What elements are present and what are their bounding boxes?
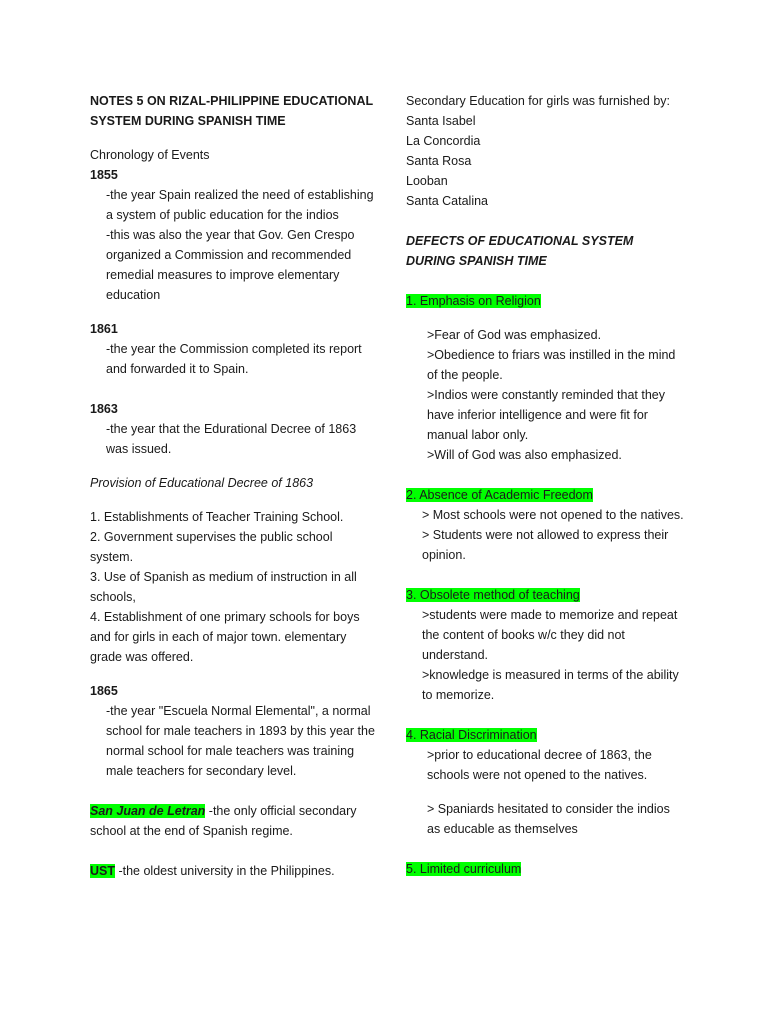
defect-1-title: 1. Emphasis on Religion (406, 294, 541, 308)
letran-name: San Juan de Letran (90, 804, 206, 818)
provision-item: 1. Establishments of Teacher Training School. (90, 510, 344, 524)
ust-paragraph (90, 861, 375, 881)
year-1861-note: -the year the Commission completed its report and forwarded it to Spain. (106, 342, 362, 376)
provision-heading: Provision of Educational Decree of 1863 (90, 476, 314, 490)
year-1855-note-a: -the year Spain realized the need of establishing a system of public education for the indios (106, 188, 374, 222)
provision-item: 2. Government supervises the public school system. (90, 530, 333, 564)
year-1863: 1863 (90, 402, 118, 416)
year-1861: 1861 (90, 322, 118, 336)
secondary-heading: Secondary Education for girls was furnished by: (406, 94, 671, 108)
defect-2-line: > Most schools were not opened to the natives. (422, 508, 684, 522)
year-1865-note: -the year "Escuela Normal Elemental", a normal school for male teachers in 1893 by this year the normal school for male teachers was training male teachers for secondary level. (106, 704, 375, 778)
year-1855: 1855 (90, 168, 118, 182)
defect-3-line: >knowledge is measured in terms of the ability to memorize. (422, 668, 679, 702)
list-item: Santa Isabel (406, 114, 476, 128)
provision-item: 3. Use of Spanish as medium of instruction in all schools, (90, 570, 357, 604)
chronology-heading: Chronology of Events (90, 148, 210, 162)
year-1865: 1865 (90, 684, 118, 698)
defects-heading: DEFECTS OF EDUCATIONAL SYSTEM DURING SPANISH TIME (406, 234, 634, 268)
defect-1-line: >Obedience to friars was instilled in the mind of the people. (427, 348, 676, 382)
year-1863-note: -the year that the Edurational Decree of 1863 was issued. (106, 422, 357, 456)
defect-2-line: > Students were not allowed to express their opinion. (422, 528, 669, 562)
defect-1-line: >Fear of God was emphasized. (427, 328, 602, 342)
left-column (90, 91, 375, 881)
defect-1-line: >Indios were constantly reminded that they have inferior intelligence and were fit for manual labor only. (427, 388, 665, 442)
provision-item: 4. Establishment of one primary schools for boys and for girls in each of major town. elementary grade was offered. (90, 610, 360, 664)
defect-2-title: 2. Absence of Academic Freedom (406, 488, 593, 502)
list-item: Santa Rosa (406, 154, 472, 168)
ust-desc: -the oldest university in the Philippines. (115, 864, 335, 878)
defect-1-line: >Will of God was also emphasized. (427, 448, 622, 462)
document-title: NOTES 5 ON RIZAL-PHILIPPINE EDUCATIONAL SYSTEM DURING SPANISH TIME (90, 94, 373, 128)
provision-list (90, 507, 375, 667)
defect-1-details (406, 325, 686, 465)
defect-3-title: 3. Obsolete method of teaching (406, 588, 580, 602)
list-item: La Concordia (406, 134, 481, 148)
list-item: Looban (406, 174, 448, 188)
defect-3-line: >students were made to memorize and repeat the content of books w/c they did not understand. (422, 608, 678, 662)
letran-paragraph (90, 801, 375, 841)
right-column (406, 91, 686, 879)
year-1855-note-b: -this was also the year that Gov. Gen Crespo organized a Commission and recommended remedial measures to improve elementary education (106, 228, 355, 302)
defect-4-title: 4. Racial Discrimination (406, 728, 537, 742)
letran-desc: -the only official secondary school at the end of Spanish regime. (90, 804, 357, 838)
girls-school-list (406, 111, 686, 211)
defect-4-line: > Spaniards hesitated to consider the indios as educable as themselves (427, 802, 670, 836)
ust-name: UST (90, 864, 115, 878)
defect-5-title: 5. Limited curriculum (406, 862, 522, 876)
defect-4-line: >prior to educational decree of 1863, the schools were not opened to the natives. (427, 748, 652, 782)
list-item: Santa Catalina (406, 194, 489, 208)
